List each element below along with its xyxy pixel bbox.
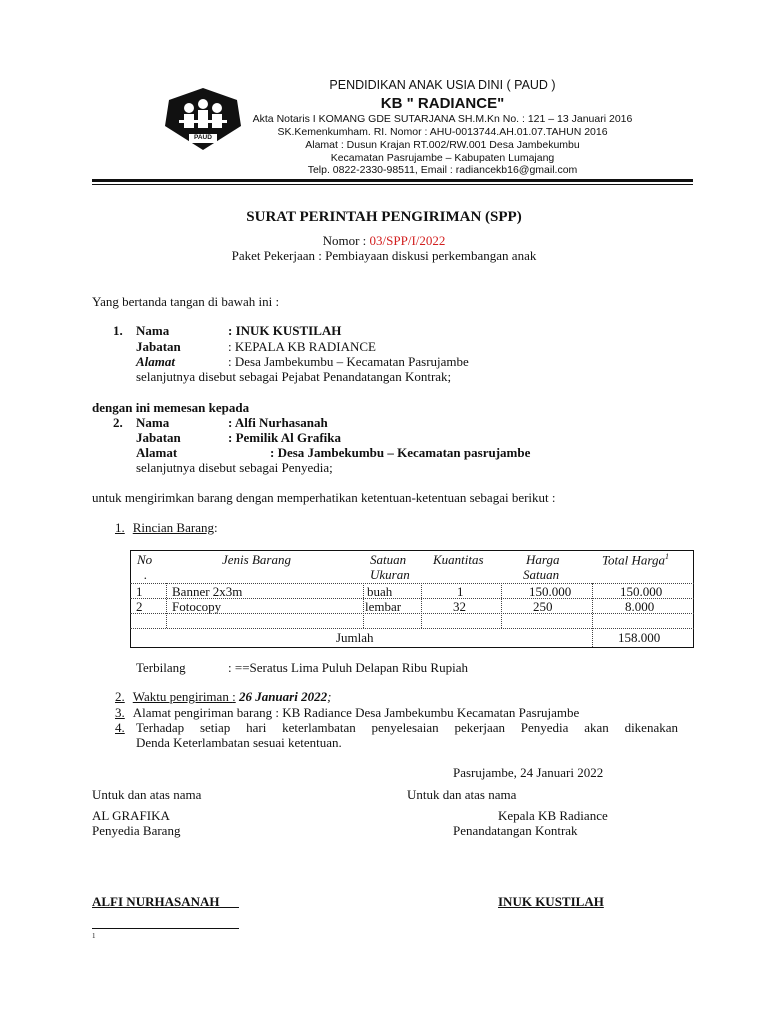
party2-alamat-value: : Desa Jambekumbu – Kecamatan pasrujambe — [270, 445, 531, 460]
footnote-mark: 1 — [92, 932, 96, 940]
table-col-rule — [363, 583, 364, 628]
party1-alamat-label: Alamat — [136, 354, 176, 369]
th-total-footnote: 1 — [664, 552, 669, 561]
item3-text: Alamat pengiriman barang : KB Radiance Desa Jambekumbu Kecamatan Pasrujambe — [132, 705, 580, 720]
table-col-rule — [166, 583, 167, 628]
table-jumlah-label: Jumlah — [336, 630, 374, 645]
party1-number: 1. — [113, 323, 123, 338]
section1-label: Rincian Barang — [132, 520, 214, 535]
terbilang-label: Terbilang — [136, 660, 186, 675]
table-border-left — [130, 550, 131, 648]
table-col-rule — [501, 583, 502, 628]
party2-nama-value: : Alfi Nurhasanah — [228, 415, 328, 430]
sign-left-org: AL GRAFIKA — [92, 808, 170, 823]
table-row-1-total: 150.000 — [620, 584, 663, 599]
sign-right-org: Kepala KB Radiance — [498, 808, 608, 823]
table-border-top — [130, 550, 694, 551]
item2-number: 2. — [115, 689, 125, 704]
letterhead-line6: Kecamatan Pasrujambe – Kabupaten Lumajang — [330, 152, 555, 164]
party1-note: selanjutnya disebut sebagai Pejabat Penandatangan Kontrak; — [136, 369, 452, 384]
item3-alamat — [115, 705, 579, 721]
letterhead-line7: Telp. 0822-2330-98511, Email : radiancekb16@gmail.com — [307, 164, 578, 176]
order-phrase: dengan ini memesan kepada — [92, 400, 250, 415]
th-harga-2: Satuan — [523, 567, 560, 582]
table-row-1-no: 1 — [136, 584, 143, 599]
party2-number: 2. — [113, 415, 123, 430]
sign-right-behalf: Untuk dan atas nama — [407, 787, 517, 802]
item4-num: 4. — [115, 720, 125, 735]
party1-alamat-value: : Desa Jambekumbu – Kecamatan Pasrujambe — [228, 354, 469, 369]
th-total-label: Total Harga — [602, 552, 665, 568]
table-row-1-jenis: Banner 2x3m — [172, 584, 243, 599]
table-border-bottom — [130, 647, 694, 648]
item2-label: Waktu pengiriman — [132, 689, 233, 704]
table-row-2-kuantitas: 32 — [453, 599, 466, 614]
table-row-1-kuantitas: 1 — [457, 584, 464, 599]
section1-heading — [115, 520, 218, 536]
item2-waktu — [115, 689, 331, 705]
party1-jabatan-label: Jabatan — [136, 339, 181, 354]
party1-jabatan-value: : KEPALA KB RADIANCE — [228, 339, 376, 354]
document-title: SURAT PERINTAH PENGIRIMAN (SPP) — [246, 209, 522, 225]
party2-note: selanjutnya disebut sebagai Penyedia; — [136, 460, 333, 475]
th-no-dot: . — [144, 567, 148, 582]
section1-number: 1. — [115, 520, 125, 535]
table-row-2-no: 2 — [136, 599, 143, 614]
item4-line2: Denda Keterlambatan sesuai ketentuan. — [136, 735, 342, 750]
th-kuantitas: Kuantitas — [433, 552, 484, 567]
sign-left-behalf: Untuk dan atas nama — [92, 787, 202, 802]
terbilang-value: : ==Seratus Lima Puluh Delapan Ribu Rupiah — [228, 660, 468, 675]
section1-colon: : — [213, 520, 218, 535]
th-satuan-1: Satuan — [370, 552, 407, 567]
table-border-right — [693, 550, 694, 648]
th-no: No — [137, 552, 153, 567]
party2-alamat-label: Alamat — [136, 445, 178, 460]
place-date: Pasrujambe, 24 Januari 2022 — [453, 765, 604, 780]
sign-left-name: ALFI NURHASANAH — [92, 894, 239, 909]
intro-text: Yang bertanda tangan di bawah ini : — [92, 294, 280, 309]
table-row-2-harga: 250 — [533, 599, 553, 614]
th-jenis: Jenis Barang — [222, 552, 291, 567]
sign-right-name: INUK KUSTILAH — [498, 894, 604, 909]
item2-tail: ; — [327, 689, 332, 704]
letterhead-line1: PENDIDIKAN ANAK USIA DINI ( PAUD ) — [329, 78, 556, 92]
sign-right-role: Penandatangan Kontrak — [453, 823, 578, 838]
nomor-label: Nomor : — [322, 233, 370, 248]
party2-nama-label: Nama — [136, 415, 170, 430]
letterhead-rule — [92, 179, 693, 182]
goods-table — [130, 550, 694, 648]
table-row-2-jenis: Fotocopy — [172, 599, 222, 614]
item3-number: 3. — [115, 705, 125, 720]
table-row-1-satuan: buah — [367, 584, 393, 599]
letterhead-line5: Alamat : Dusun Krajan RT.002/RW.001 Desa Jambekumbu — [305, 139, 580, 151]
item4-line1: Terhadap setiap hari keterlambatan penyelesaian pekerjaan Penyedia akan dikenakan — [136, 720, 678, 735]
table-col-rule — [592, 583, 593, 647]
table-rule — [130, 628, 694, 629]
th-total — [602, 552, 669, 568]
nomor-value: 03/SPP/I/2022 — [369, 233, 446, 248]
item2-value: 26 Januari 2022 — [238, 689, 328, 704]
th-satuan-2: Ukuran — [370, 567, 410, 582]
letterhead-line4: SK.Kemenkumham. RI. Nomor : AHU-0013744.AH.01.07.TAHUN 2016 — [277, 126, 608, 138]
paket-pekerjaan: Paket Pekerjaan : Pembiayaan diskusi perkembangan anak — [231, 248, 537, 263]
purpose-text: untuk mengirimkan barang dengan memperhatikan ketentuan-ketentuan sebagai berikut : — [92, 490, 556, 505]
party1-nama-label: Nama — [136, 323, 170, 338]
table-row-2-satuan: lembar — [365, 599, 402, 614]
letterhead-rule-thin — [92, 184, 693, 185]
sign-left-role: Penyedia Barang — [92, 823, 181, 838]
party2-jabatan-label: Jabatan — [136, 430, 181, 445]
document-number — [0, 233, 768, 249]
table-jumlah-value: 158.000 — [618, 630, 661, 645]
party1-nama-value: : INUK KUSTILAH — [228, 323, 342, 338]
footnote-rule — [92, 928, 239, 929]
table-col-rule — [421, 583, 422, 628]
table-row-2-total: 8.000 — [625, 599, 655, 614]
logo-text: PAUD — [194, 134, 212, 141]
table-row-1-harga: 150.000 — [529, 584, 572, 599]
party2-jabatan-value: : Pemilik Al Grafika — [228, 430, 342, 445]
paud-logo-icon — [163, 86, 243, 152]
letterhead-line3: Akta Notaris I KOMANG GDE SUTARJANA SH.M.Kn No. : 121 – 13 Januari 2016 — [252, 113, 633, 125]
letterhead-org: KB " RADIANCE" — [380, 95, 505, 112]
item2-colon: : — [232, 689, 236, 704]
th-harga-1: Harga — [526, 552, 560, 567]
